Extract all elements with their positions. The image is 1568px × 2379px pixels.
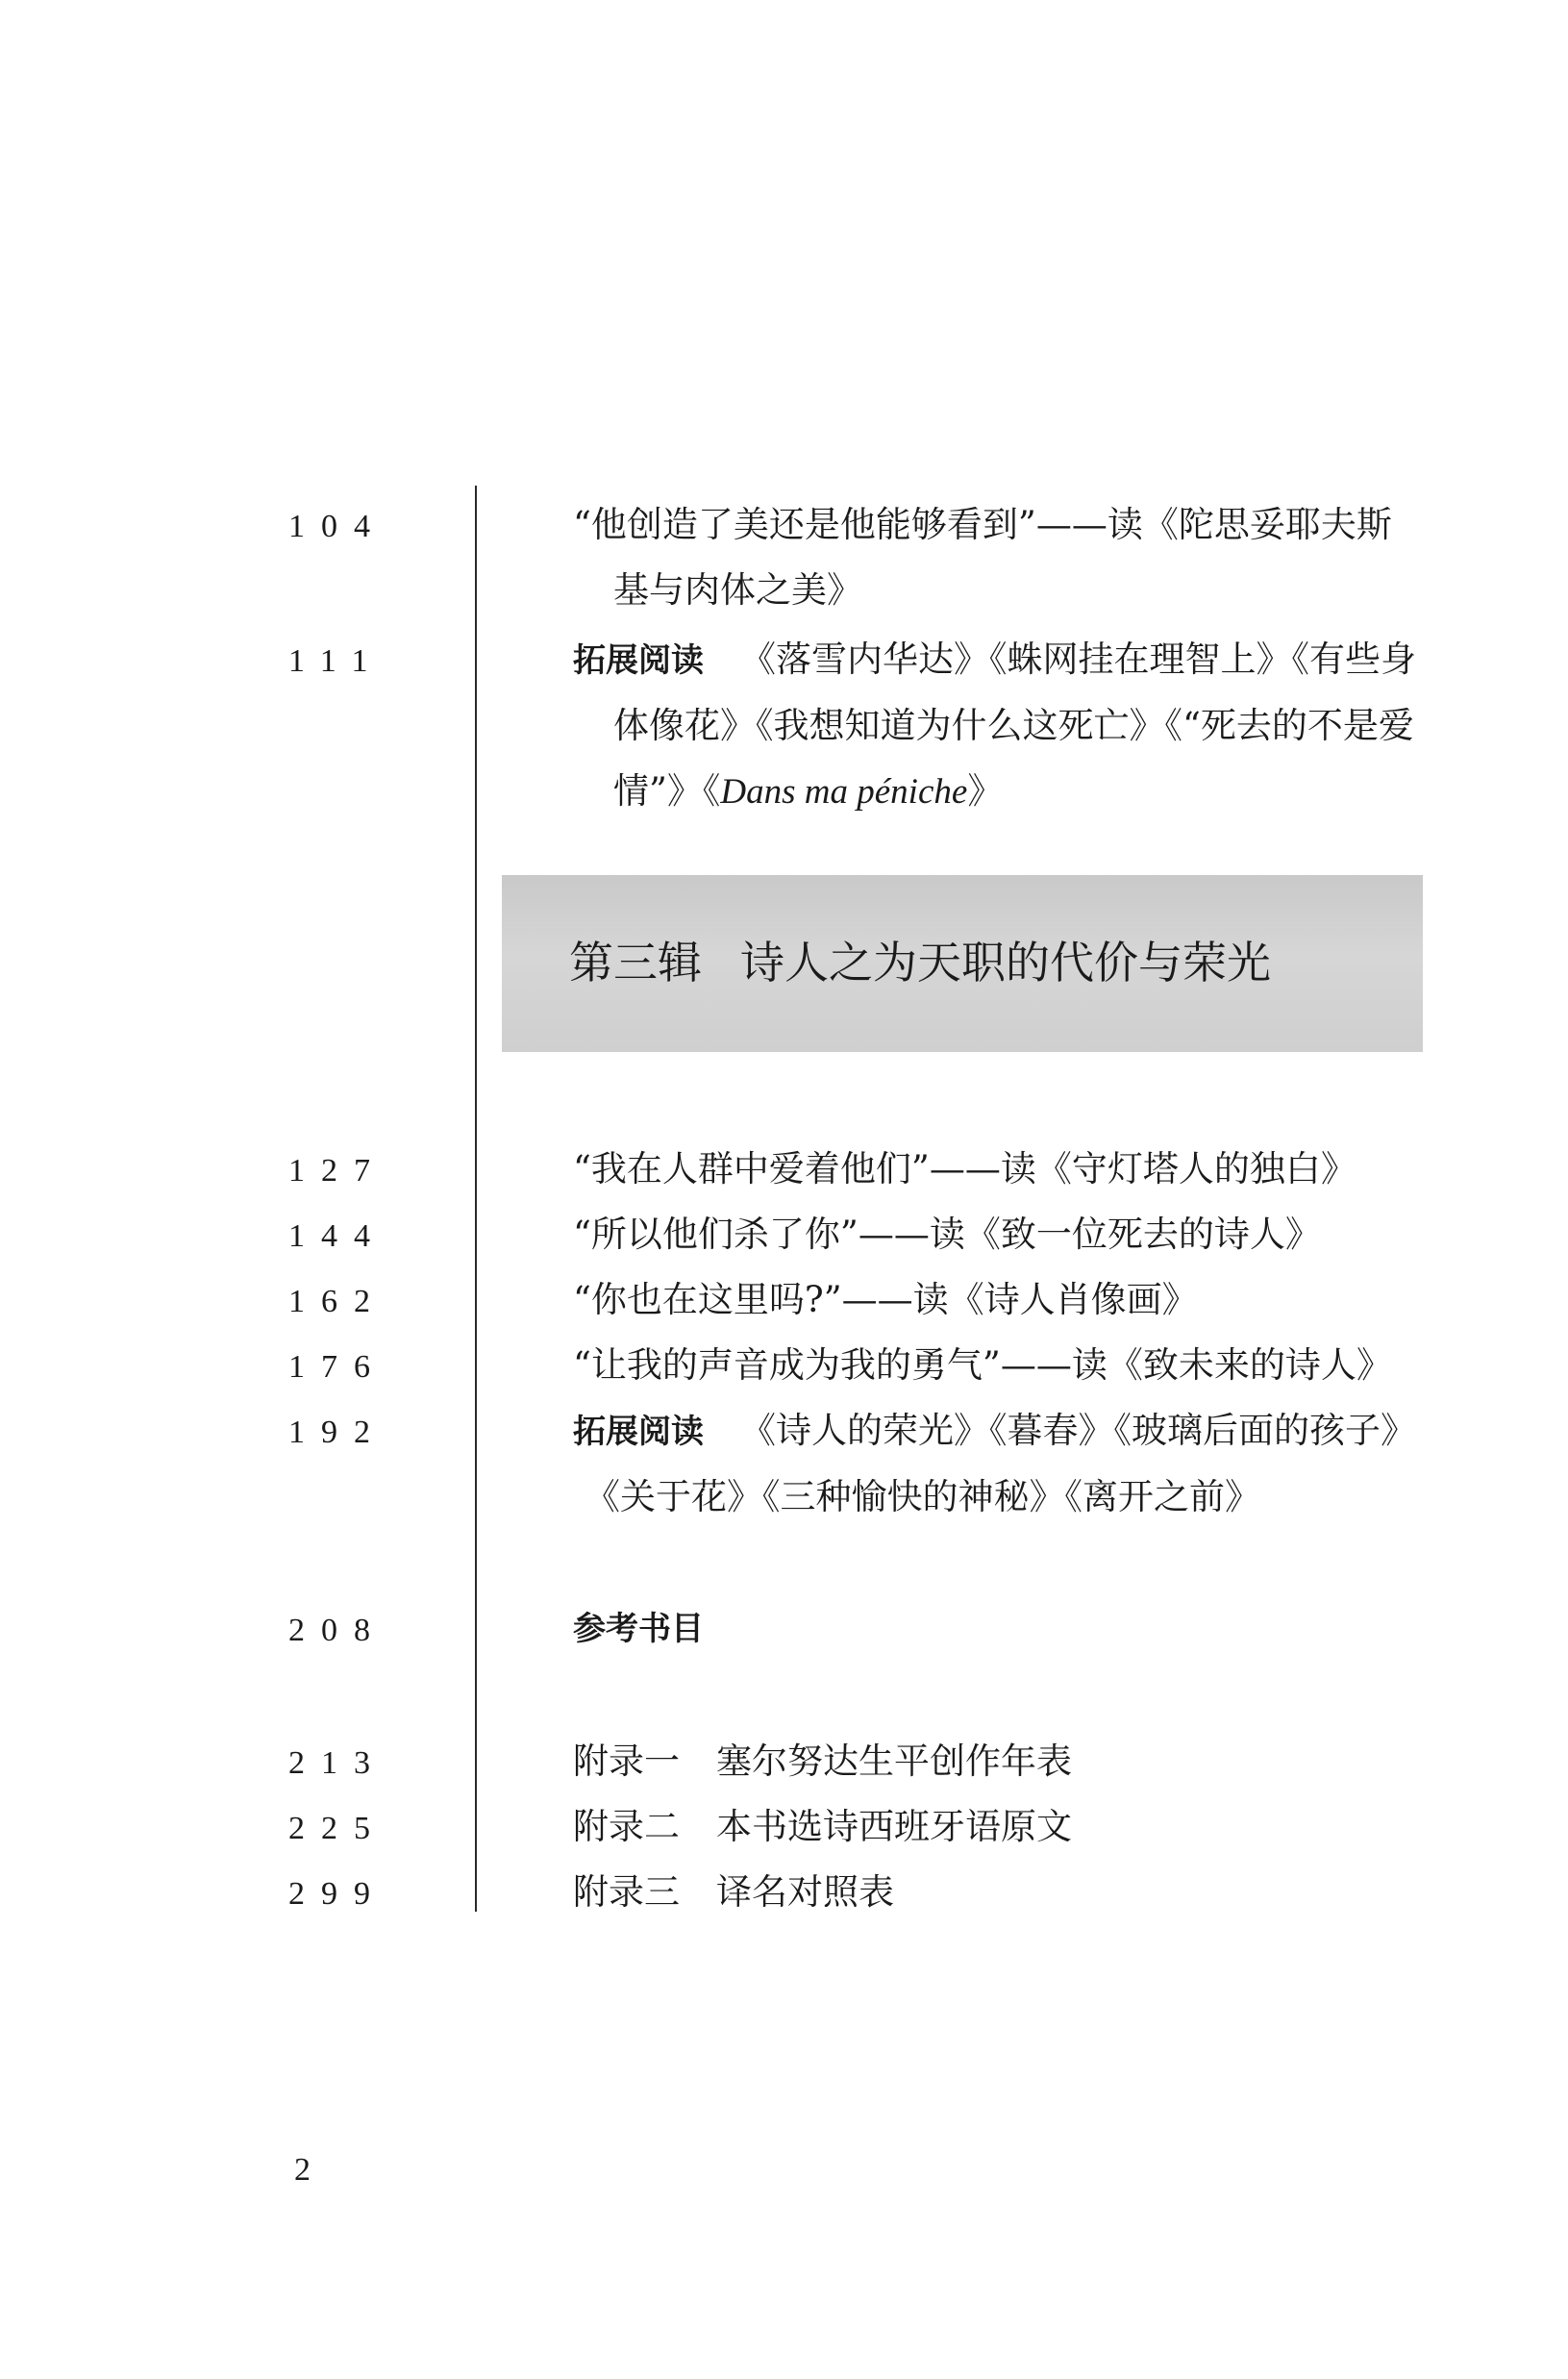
appendix-title: 塞尔努达生平创作年表 (716, 1740, 1072, 1782)
toc-entry-appendix-1 (573, 1729, 1438, 1794)
page-number-225: 225 (288, 1811, 386, 1846)
page-number-162: 162 (288, 1284, 386, 1319)
appendix-label: 附录三 (573, 1871, 680, 1913)
extended-reading-label: 拓展阅读 (573, 1413, 704, 1451)
appendix-label: 附录一 (573, 1740, 680, 1782)
toc-entry-127: “我在人群中爱着他们”——读《守灯塔人的独白》 (573, 1148, 1356, 1190)
entry-text: 《落雪内华达》《蛛网挂在理智上》《有些身 (740, 639, 1416, 680)
page-number-176: 176 (288, 1349, 386, 1385)
appendix-title: 译名对照表 (716, 1871, 894, 1913)
toc-entry-111 (573, 627, 1438, 825)
toc-entry-bibliography: 参考书目 (573, 1610, 704, 1648)
entry-text-cont: 基与肉体之美》 (613, 569, 862, 611)
part-label: 第三辑 (569, 937, 702, 989)
page-number-127: 127 (288, 1153, 386, 1189)
toc-entry-144: “所以他们杀了你”——读《致一位死去的诗人》 (573, 1214, 1321, 1255)
page-number-192: 192 (288, 1415, 386, 1450)
entry-text: 《诗人的荣光》《暮春》《玻璃后面的孩子》 (740, 1410, 1416, 1451)
part-banner (502, 875, 1423, 1052)
toc-entry-176: “让我的声音成为我的勇气”——读《致未来的诗人》 (573, 1344, 1392, 1386)
entry-text: “他创造了美还是他能够看到”——读《陀思妥耶夫斯 (573, 504, 1392, 545)
italic-title: Dans ma péniche (720, 772, 968, 812)
toc-entry-appendix-2 (573, 1794, 1438, 1860)
toc-entry-192 (573, 1398, 1438, 1530)
toc-entry-appendix-3 (573, 1860, 1438, 1925)
part-title (569, 933, 1271, 992)
page-number-144: 144 (288, 1218, 386, 1254)
appendix-label: 附录二 (573, 1806, 680, 1847)
toc-entry-162: “你也在这里吗?”——读《诗人肖像画》 (573, 1279, 1198, 1320)
page-number-299: 299 (288, 1876, 386, 1912)
appendix-title: 本书选诗西班牙语原文 (716, 1806, 1072, 1847)
entry-text-cont: 《关于花》《三种愉快的神秘》《离开之前》 (585, 1476, 1260, 1517)
part-name: 诗人之为天职的代价与荣光 (740, 937, 1271, 989)
entry-text-cont-2: 情”》《Dans ma péniche》 (613, 770, 1004, 812)
entry-text-cont: 体像花》《我想知道为什么这死亡》《“死去的不是爱 (613, 705, 1414, 746)
folio-page-number: 2 (294, 2152, 311, 2188)
page-number-208: 208 (288, 1613, 386, 1648)
page-number-213: 213 (288, 1745, 386, 1781)
extended-reading-label: 拓展阅读 (573, 641, 704, 680)
page-number-104: 104 (288, 509, 386, 544)
vertical-divider (475, 486, 477, 1912)
toc-entry-104 (573, 492, 1438, 623)
page-number-111: 111 (288, 643, 385, 679)
